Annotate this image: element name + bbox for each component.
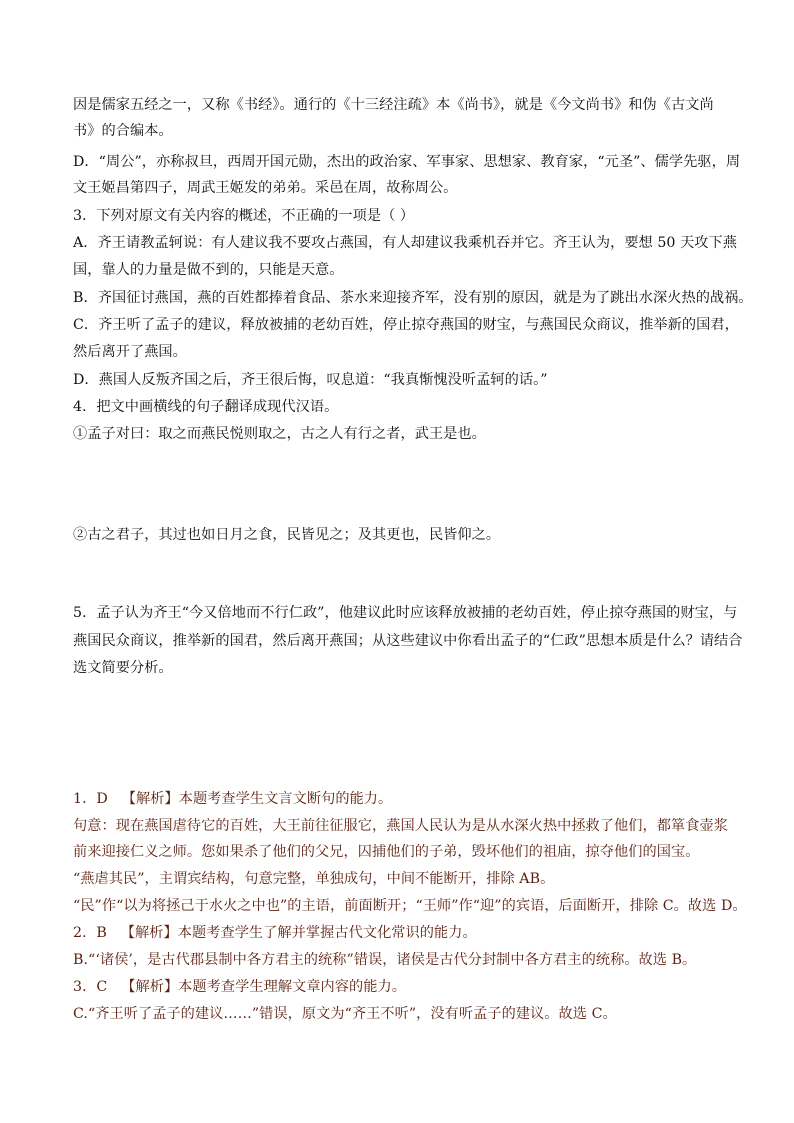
translation-sentence-2: ②古之君子，其过也如日月之食，民皆见之；及其更也，民皆仰之。	[73, 527, 501, 543]
answer-text-line: “民”作“以为将拯己于水火之中也”的主语，前面断开；“王师”作“迎”的宾语，后面断开，排除 C。故选 D。	[73, 898, 747, 914]
answer-1-header	[73, 789, 392, 809]
answer-number: 3．C	[73, 979, 108, 995]
question-3-prompt: 3．下列对原文有关内容的概述，不正确的一项是（ ）	[73, 208, 415, 224]
answer-text-line: B.“‘诸侯’，是古代郡县制中各方君主的统称”错误，诸侯是古代分封制中各方君主的统称。故选 B。	[73, 952, 697, 968]
text-line: 文王姬昌第四子，周武王姬发的弟弟。采邑在周，故称周公。	[73, 180, 458, 196]
option-a-line: A．齐王请教孟轲说：有人建议我不要攻占燕国，有人却建议我乘机吞并它。齐王认为，要想 50 天攻下燕	[73, 235, 738, 251]
question-4-prompt: 4．把文中画横线的句子翻译成现代汉语。	[73, 399, 339, 415]
answer-3-header	[73, 977, 406, 997]
question-5-prompt: 5．孟子认为齐王“今又倍地而不行仁政”，他建议此时应该释放被捕的老幼百姓，停止掠夺燕国的财宝，与	[73, 605, 738, 621]
answer-blank-space	[73, 682, 721, 782]
answer-text-line: “燕虐其民”，主谓宾结构，句意完整，单独成句，中间不能断开，排除 AB。	[73, 871, 555, 887]
text-line: 书》的合编本。	[73, 123, 173, 139]
answer-text-line: 句意：现在燕国虐待它的百姓，大王前往征服它，燕国人民认为是从水深火热中拯救了他们，都箪食壶浆	[73, 818, 728, 834]
text-line: 然后离开了燕国。	[73, 344, 187, 360]
answer-number: 2．B	[73, 925, 107, 941]
analysis-label: 【解析】本题考查学生理解文章内容的能力。	[121, 979, 406, 995]
translation-sentence-1: ①孟子对曰：取之而燕民悦则取之，古之人有行之者，武王是也。	[73, 426, 486, 442]
text-line: 选文简要分析。	[73, 660, 173, 676]
answer-blank-space	[73, 547, 721, 597]
option-c-line: C．齐王听了孟子的建议，释放被捕的老幼百姓，停止掠夺燕国的财宝，与燕国民众商议，推举新的国君，	[73, 317, 739, 333]
option-d-line: D．燕国人反叛齐国之后，齐王很后悔，叹息道：“我真惭愧没听孟轲的话。”	[73, 372, 548, 388]
analysis-label: 【解析】本题考查学生了解并掌握古代文化常识的能力。	[120, 925, 477, 941]
answer-number: 1．D	[73, 791, 108, 807]
text-line: 因是儒家五经之一，又称《书经》。通行的《十三经注疏》本《尚书》，就是《今文尚书》和伪《古文尚	[73, 97, 714, 113]
option-d-line: D．“周公”，亦称叔旦，西周开国元勋，杰出的政治家、军事家、思想家、教育家，“元圣”、儒学先驱，周	[73, 154, 741, 170]
option-b-line: B．齐国征讨燕国，燕的百姓都捧着食品、茶水来迎接齐军，没有别的原因，就是为了跳出水深火热的战祸。	[73, 290, 753, 306]
answer-2-header	[73, 923, 477, 943]
text-line: 燕国民众商议，推举新的国君，然后离开燕国；从这些建议中你看出孟子的“仁政”思想本质是什么？请结合	[73, 633, 743, 649]
answer-text-line: C.“齐王听了孟子的建议……”错误，原文为“齐王不听”，没有听孟子的建议。故选 C。	[73, 1006, 617, 1022]
analysis-label: 【解析】本题考查学生文言文断句的能力。	[121, 791, 393, 807]
answer-text-line: 前来迎接仁义之师。您如果杀了他们的父兄，囚捕他们的子弟，毁坏他们的祖庙，掠夺他们的国宝。	[73, 844, 700, 860]
text-line: 国，靠人的力量是做不到的，只能是天意。	[73, 262, 344, 278]
answer-blank-space	[73, 446, 721, 518]
